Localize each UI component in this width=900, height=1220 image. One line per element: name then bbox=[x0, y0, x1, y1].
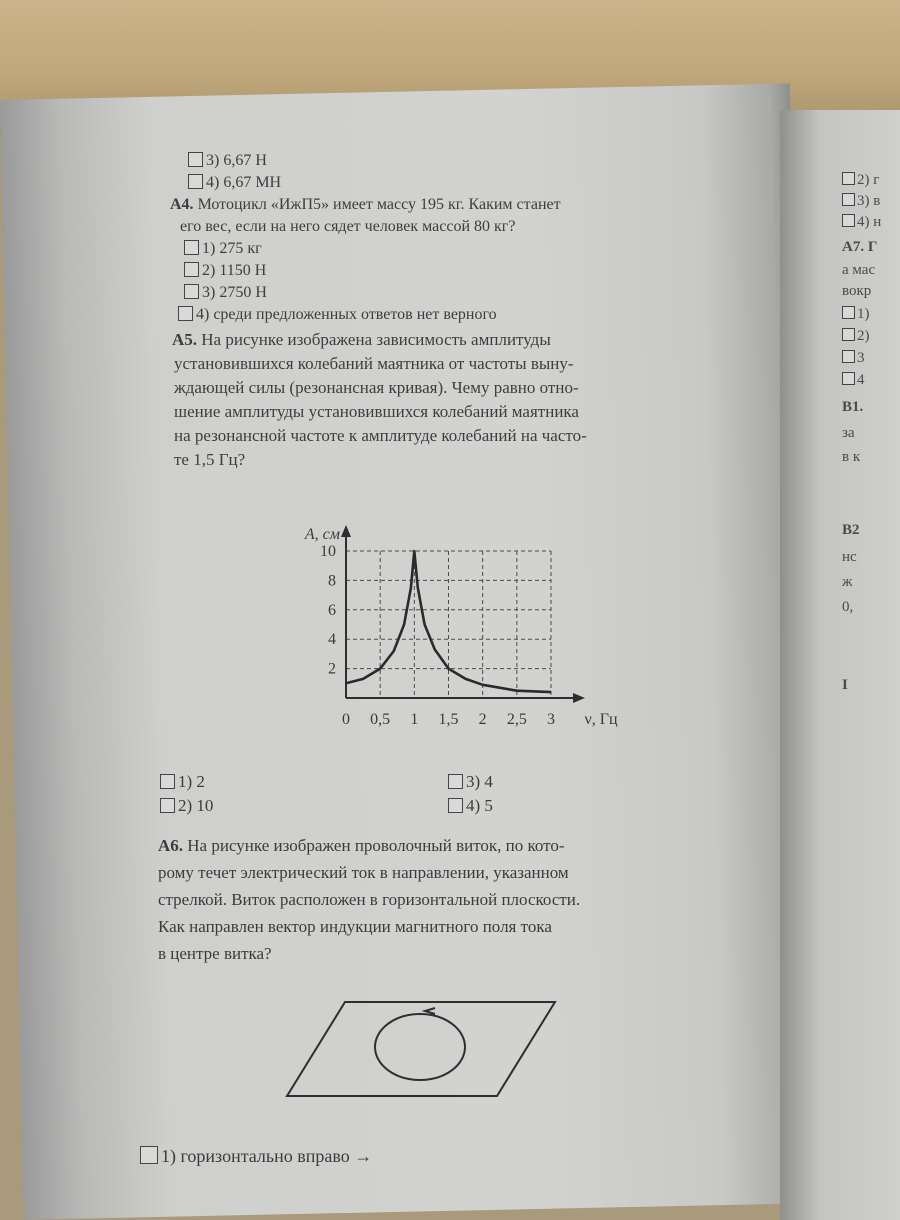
answer-option[interactable]: 1) 275 кг bbox=[184, 238, 758, 260]
checkbox[interactable] bbox=[140, 1146, 158, 1164]
fragment: В1. bbox=[842, 399, 864, 415]
y-axis-arrow-icon bbox=[341, 525, 351, 537]
fragment: ж bbox=[842, 574, 853, 590]
checkbox[interactable] bbox=[448, 798, 463, 813]
wire-loop bbox=[375, 1014, 465, 1080]
fragment: 3) в bbox=[857, 193, 881, 209]
checkbox[interactable] bbox=[842, 328, 855, 341]
answer-option[interactable]: 4) 5 bbox=[448, 796, 493, 816]
checkbox[interactable] bbox=[188, 152, 203, 167]
fragment: в к bbox=[842, 449, 861, 465]
fragment: нс bbox=[842, 549, 857, 565]
question-text-line: Как направлен вектор индукции магнитного поля тока bbox=[158, 917, 552, 936]
checkbox[interactable] bbox=[842, 214, 855, 227]
x-tick-label: 2,5 bbox=[506, 711, 527, 728]
checkbox[interactable] bbox=[178, 306, 193, 321]
fragment: вокр bbox=[842, 283, 872, 299]
question-text-line: на резонансной частоте к амплитуде колебаний на часто- bbox=[174, 426, 587, 445]
right-page bbox=[780, 110, 900, 1220]
fragment: 4 bbox=[857, 372, 865, 388]
current-direction-arrow-icon bbox=[425, 1008, 435, 1014]
checkbox[interactable] bbox=[448, 774, 463, 789]
answer-option[interactable]: 3) 4 bbox=[448, 772, 493, 792]
horizontal-plane bbox=[287, 1002, 555, 1096]
y-tick-label: 10 bbox=[320, 543, 336, 560]
x-tick-label: 3 bbox=[547, 711, 555, 728]
answer-option[interactable]: 1) горизонтально вправо → bbox=[140, 1146, 372, 1167]
fragment: В2 bbox=[842, 522, 860, 538]
question-text-line: Мотоцикл «ИжП5» имеет массу 195 кг. Каким станет bbox=[197, 196, 561, 213]
checkbox[interactable] bbox=[842, 306, 855, 319]
y-tick-label: 6 bbox=[328, 601, 336, 619]
y-axis-label: A, см bbox=[304, 526, 340, 543]
checkbox[interactable] bbox=[842, 372, 855, 385]
checkbox[interactable] bbox=[842, 172, 855, 185]
y-tick-label: 2 bbox=[328, 660, 336, 678]
fragment: І bbox=[842, 677, 848, 693]
question-text-line: рому течет электрический ток в направлении, указанном bbox=[158, 863, 569, 882]
checkbox[interactable] bbox=[184, 262, 199, 277]
question-text-line: На рисунке изображена зависимость амплитуды bbox=[201, 330, 551, 349]
question-text-line: его вес, если на него сядет человек массой 80 кг? bbox=[180, 218, 516, 235]
resonance-chart bbox=[280, 518, 630, 743]
checkbox[interactable] bbox=[184, 240, 199, 255]
y-tick-label: 4 bbox=[328, 631, 336, 649]
x-tick-label: 0 bbox=[342, 711, 350, 728]
question-text-line: те 1,5 Гц? bbox=[174, 450, 246, 469]
answer-option[interactable]: 2) 10 bbox=[160, 796, 213, 816]
answer-option[interactable]: 3) 6,67 Н bbox=[188, 150, 758, 172]
question-a5 bbox=[158, 328, 758, 472]
question-number: А4. bbox=[170, 196, 194, 213]
checkbox[interactable] bbox=[184, 284, 199, 299]
question-text-line: На рисунке изображен проволочный виток, по кото- bbox=[187, 836, 565, 855]
fragment: а мас bbox=[842, 262, 876, 278]
question-number: А5. bbox=[172, 330, 198, 349]
answer-option[interactable]: 4) 6,67 МН bbox=[188, 172, 758, 194]
question-text-line: установившихся колебаний маятника от частоты выну- bbox=[174, 354, 574, 373]
answer-option[interactable]: 1) 2 bbox=[160, 772, 205, 792]
question-a6 bbox=[158, 832, 758, 967]
question-text-line: в центре витка? bbox=[158, 944, 272, 963]
checkbox[interactable] bbox=[160, 798, 175, 813]
x-tick-label: 1,5 bbox=[438, 711, 459, 728]
answer-option[interactable]: 2) 1150 Н bbox=[184, 260, 758, 282]
checkbox[interactable] bbox=[188, 174, 203, 189]
checkbox[interactable] bbox=[160, 774, 175, 789]
fragment: 3 bbox=[857, 350, 865, 366]
x-axis-label: ν, Гц bbox=[584, 711, 618, 728]
question-a4 bbox=[170, 194, 758, 216]
x-tick-label: 0,5 bbox=[370, 711, 391, 728]
page-content bbox=[158, 150, 758, 472]
x-tick-label: 2 bbox=[478, 711, 487, 728]
checkbox[interactable] bbox=[842, 193, 855, 206]
fragment: 4) н bbox=[857, 214, 882, 230]
question-text-line: шение амплитуды установившихся колебаний маятника bbox=[174, 402, 579, 421]
question-text-line: ждающей силы (резонансная кривая). Чему равно отно- bbox=[174, 378, 579, 397]
answer-option[interactable]: 4) среди предложенных ответов нет верного bbox=[178, 304, 758, 326]
x-axis-arrow-icon bbox=[573, 693, 585, 703]
checkbox[interactable] bbox=[842, 350, 855, 363]
question-number: А6. bbox=[158, 836, 184, 855]
y-tick-label: 8 bbox=[328, 572, 336, 590]
question-text-line: стрелкой. Виток расположен в горизонтальной плоскости. bbox=[158, 890, 581, 909]
answer-option[interactable]: 3) 2750 Н bbox=[184, 282, 758, 304]
fragment: 0, bbox=[842, 599, 854, 615]
fragment: за bbox=[842, 425, 855, 441]
fragment: 1) bbox=[857, 306, 870, 322]
fragment: А7. Г bbox=[842, 239, 878, 255]
fragment: 2) bbox=[857, 328, 870, 344]
wire-loop-figure bbox=[285, 1000, 565, 1100]
fragment: 2) г bbox=[857, 172, 880, 188]
x-tick-label: 1 bbox=[410, 711, 419, 728]
